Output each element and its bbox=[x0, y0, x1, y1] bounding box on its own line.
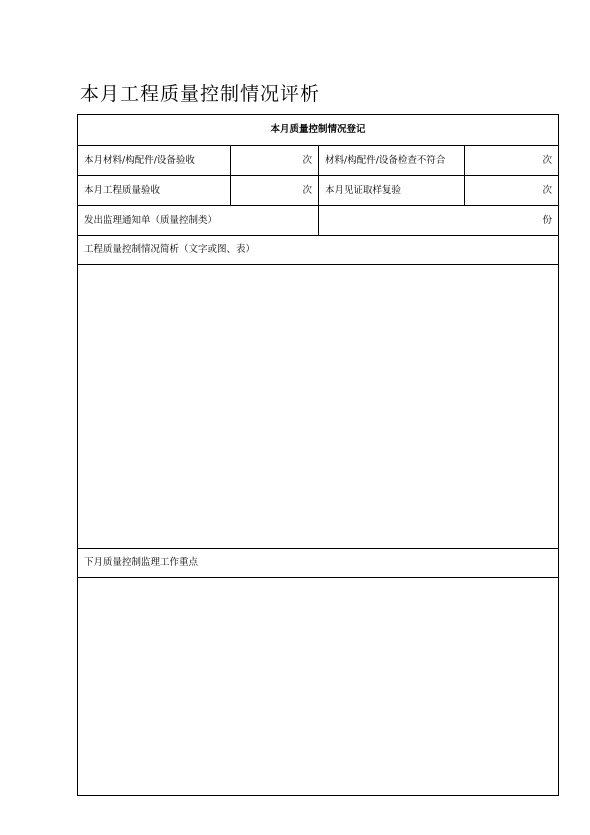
section-row bbox=[78, 549, 559, 578]
table-row bbox=[78, 206, 559, 236]
section-row bbox=[78, 265, 559, 549]
next-month-text-area[interactable] bbox=[78, 578, 559, 796]
table-header-row bbox=[78, 115, 559, 146]
project-quality-acceptance-label: 本月工程质量验收 bbox=[78, 176, 231, 206]
quality-control-form bbox=[77, 114, 559, 796]
table-header: 本月质量控制情况登记 bbox=[78, 115, 559, 146]
witness-sampling-count-field[interactable]: 次 bbox=[465, 176, 559, 206]
supervision-notice-label: 发出监理通知单（质量控制类） bbox=[78, 206, 319, 236]
material-acceptance-count-field[interactable]: 次 bbox=[231, 146, 319, 176]
project-quality-acceptance-count-field[interactable]: 次 bbox=[231, 176, 319, 206]
supervision-notice-count-field[interactable]: 份 bbox=[319, 206, 559, 236]
section-row bbox=[78, 578, 559, 796]
analysis-section-label: 工程质量控制情况简析（文字或图、表） bbox=[78, 236, 559, 265]
material-nonconformance-label: 材料/构配件/设备检查不符合 bbox=[319, 146, 465, 176]
table-row bbox=[78, 146, 559, 176]
section-row bbox=[78, 236, 559, 265]
next-month-section-label: 下月质量控制监理工作重点 bbox=[78, 549, 559, 578]
material-nonconformance-count-field[interactable]: 次 bbox=[465, 146, 559, 176]
witness-sampling-label: 本月见证取样复验 bbox=[319, 176, 465, 206]
material-acceptance-label: 本月材料/构配件/设备验收 bbox=[78, 146, 231, 176]
analysis-text-area[interactable] bbox=[78, 265, 559, 549]
table-row bbox=[78, 176, 559, 206]
page-title: 本月工程质量控制情况评析 bbox=[80, 83, 321, 105]
